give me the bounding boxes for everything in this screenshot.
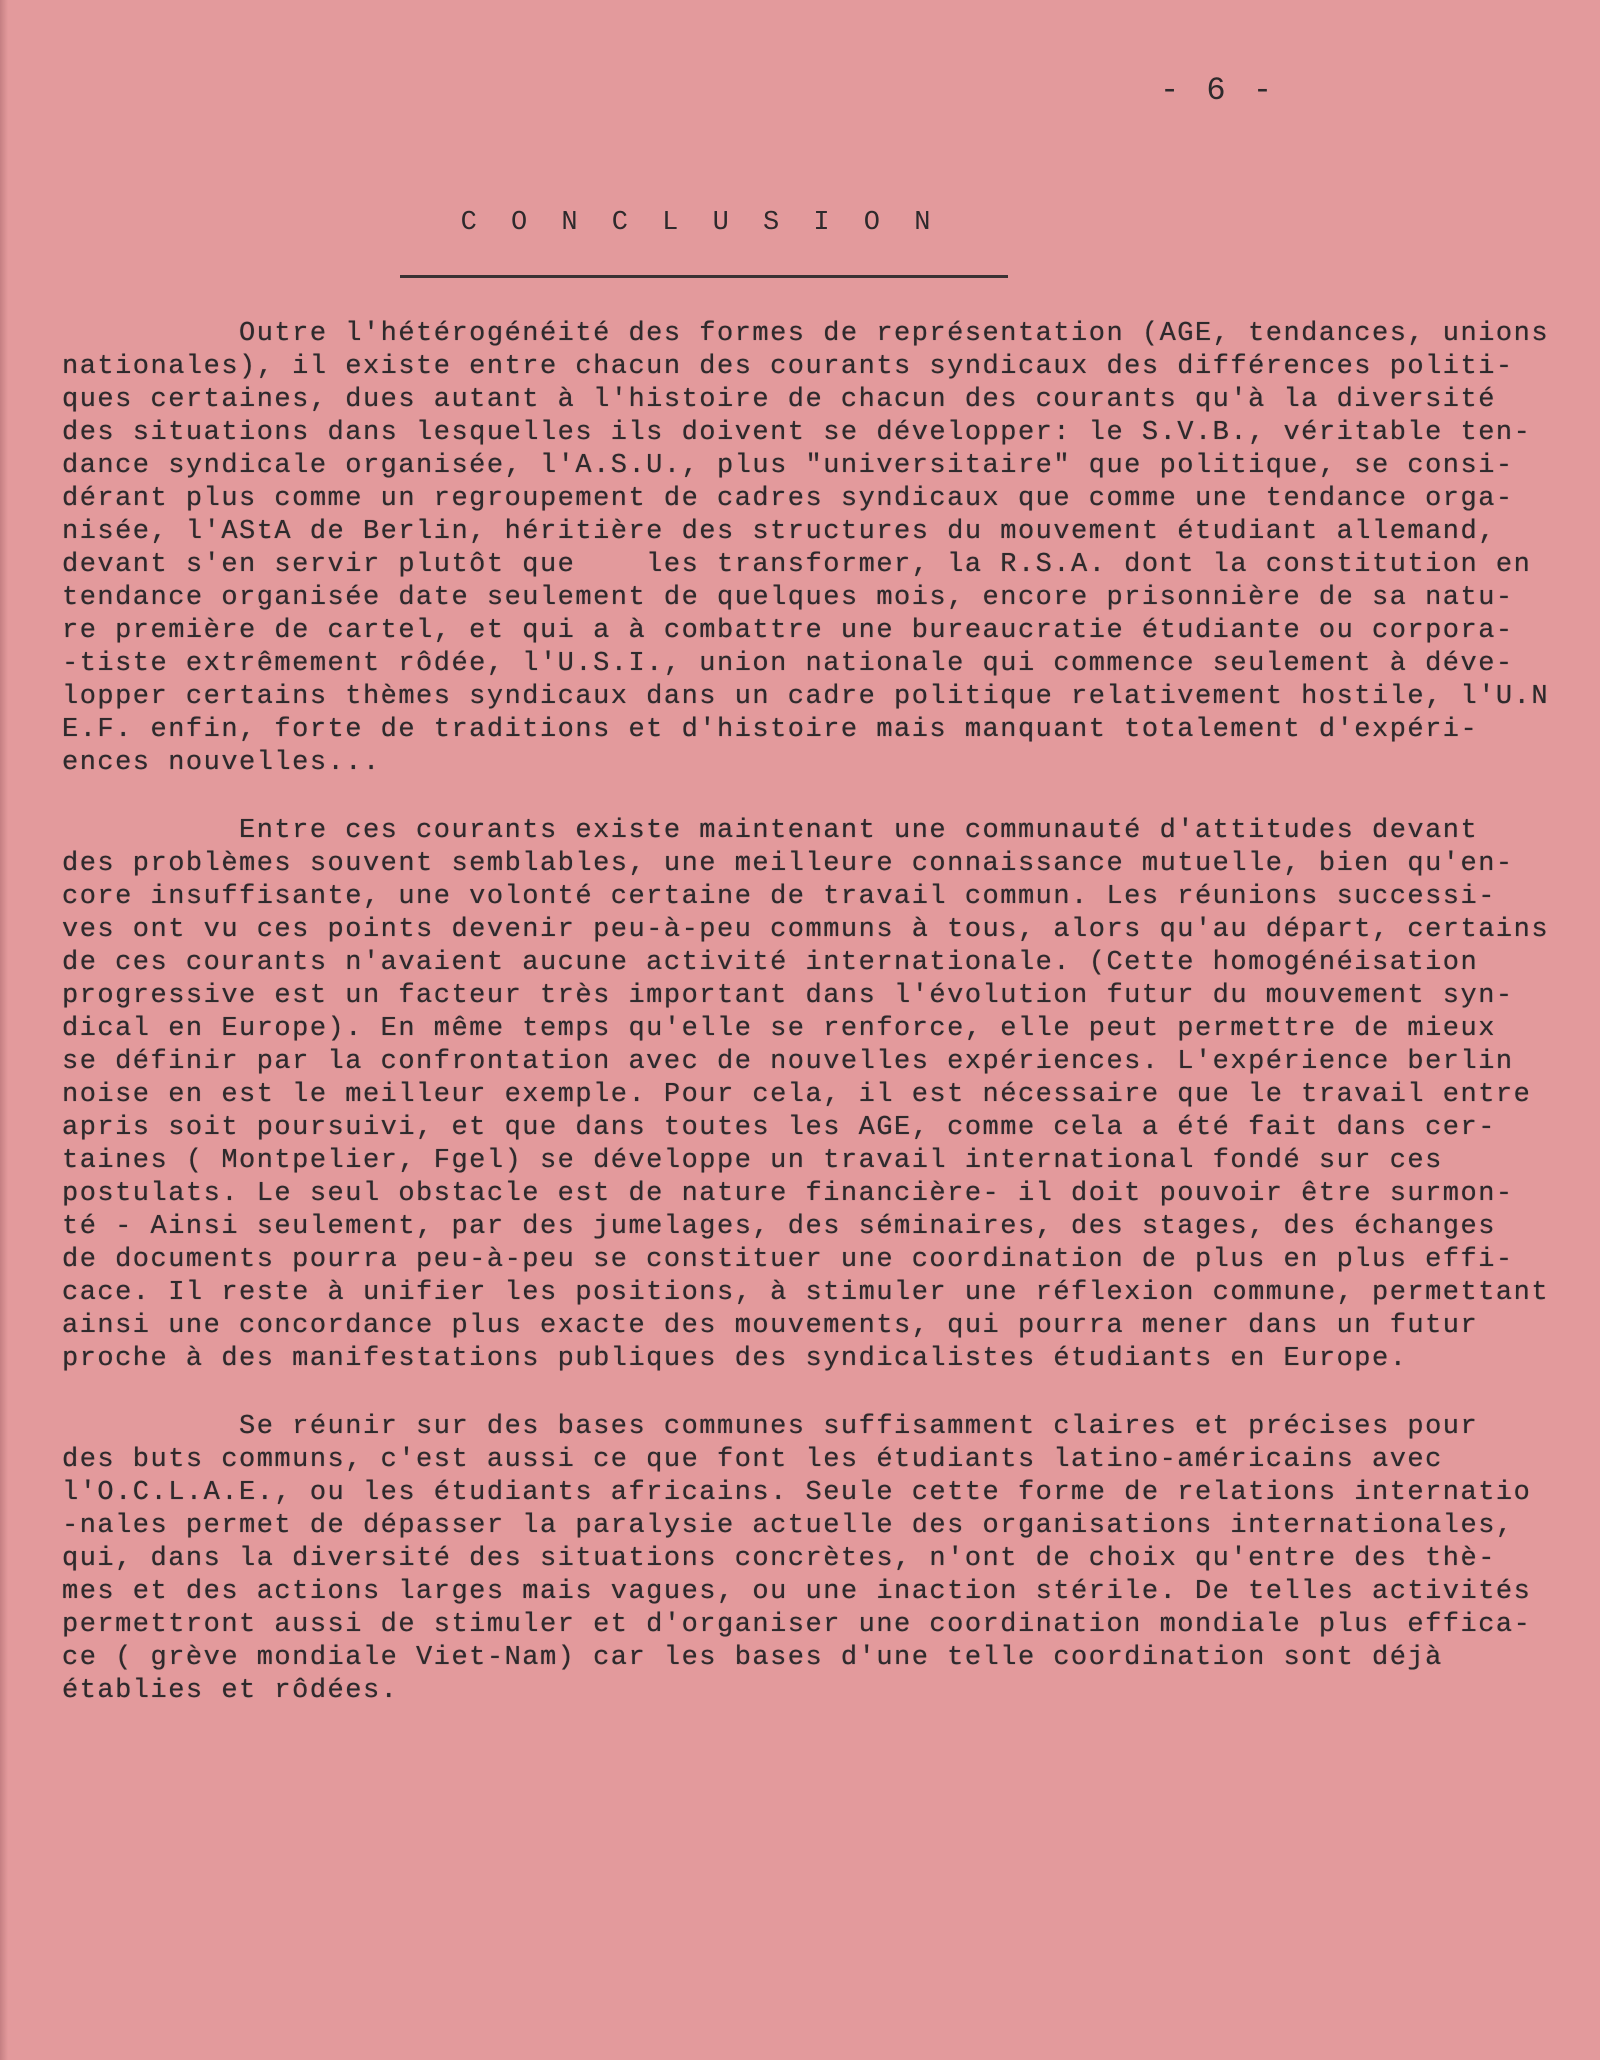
text-line: Entre ces courants existe maintenant une communauté d'attitudes devant <box>62 816 1479 846</box>
paragraph-2 <box>62 815 1582 1376</box>
text-line: tendance organisée date seulement de quelques mois, encore prisonnière de sa natu- <box>62 583 1514 613</box>
text-line: nisée, l'AStA de Berlin, héritière des structures du mouvement étudiant allemand, <box>62 517 1496 547</box>
text-line: -tiste extrêmement rôdée, l'U.S.I., union nationale qui commence seulement à déve- <box>62 649 1514 679</box>
text-line: se définir par la confrontation avec de nouvelles expériences. L'expérience berlin <box>62 1047 1514 1077</box>
text-line: l'O.C.L.A.E., ou les étudiants africains. Seule cette forme de relations internatio <box>62 1478 1532 1508</box>
text-line: des buts communs, c'est aussi ce que font les étudiants latino-américains avec <box>62 1445 1443 1475</box>
text-line: core insuffisante, une volonté certaine de travail commun. Les réunions successi- <box>62 882 1496 912</box>
text-line: qui, dans la diversité des situations concrètes, n'ont de choix qu'entre des thè- <box>62 1544 1496 1574</box>
text-line: -nales permet de dépasser la paralysie actuelle des organisations internationales, <box>62 1511 1514 1541</box>
text-line: ves ont vu ces points devenir peu-à-peu communs à tous, alors qu'au départ, certains <box>62 915 1550 945</box>
paragraph-3 <box>62 1411 1582 1708</box>
text-line: ce ( grève mondiale Viet-Nam) car les bases d'une telle coordination sont déjà <box>62 1643 1443 1673</box>
text-line: ques certaines, dues autant à l'histoire de chacun des courants qu'à la diversité <box>62 385 1496 415</box>
page-number: - 6 - <box>1160 72 1277 109</box>
text-line: de ces courants n'avaient aucune activité internationale. (Cette homogénéisation <box>62 948 1479 978</box>
text-line: permettront aussi de stimuler et d'organiser une coordination mondiale plus effica- <box>62 1610 1532 1640</box>
text-line: dical en Europe). En même temps qu'elle se renforce, elle peut permettre de mieux <box>62 1014 1496 1044</box>
text-line: ences nouvelles... <box>62 748 381 778</box>
text-line: des problèmes souvent semblables, une meilleure connaissance mutuelle, bien qu'en- <box>62 849 1514 879</box>
text-line: progressive est un facteur très important dans l'évolution futur du mouvement syn- <box>62 981 1514 1011</box>
title-underline <box>400 275 1008 278</box>
paragraph-1 <box>62 318 1582 780</box>
text-line: E.F. enfin, forte de traditions et d'histoire mais manquant totalement d'expéri- <box>62 715 1479 745</box>
text-line: devant s'en servir plutôt que les transformer, la R.S.A. dont la constitution en <box>62 550 1532 580</box>
text-line: proche à des manifestations publiques des syndicalistes étudiants en Europe. <box>62 1344 1408 1374</box>
text-line: dance syndicale organisée, l'A.S.U., plus "universitaire" que politique, se consi- <box>62 451 1514 481</box>
text-line: mes et des actions larges mais vagues, ou une inaction stérile. De telles activités <box>62 1577 1532 1607</box>
page-edge-shadow <box>0 0 8 2060</box>
text-line: dérant plus comme un regroupement de cadres syndicaux que comme une tendance orga- <box>62 484 1514 514</box>
text-line: lopper certains thèmes syndicaux dans un cadre politique relativement hostile, l'U.N <box>62 682 1550 712</box>
text-line: nationales), il existe entre chacun des courants syndicaux des différences politi- <box>62 352 1514 382</box>
text-line: re première de cartel, et qui a à combattre une bureaucratie étudiante ou corpora- <box>62 616 1514 646</box>
text-line: noise en est le meilleur exemple. Pour cela, il est nécessaire que le travail entre <box>62 1080 1532 1110</box>
text-line: té - Ainsi seulement, par des jumelages, des séminaires, des stages, des échanges <box>62 1212 1496 1242</box>
text-line: ainsi une concordance plus exacte des mouvements, qui pourra mener dans un futur <box>62 1311 1479 1341</box>
text-line: des situations dans lesquelles ils doivent se développer: le S.V.B., véritable ten- <box>62 418 1532 448</box>
text-line: de documents pourra peu-à-peu se constituer une coordination de plus en plus effi- <box>62 1245 1514 1275</box>
document-body <box>62 318 1582 1743</box>
page-title: C O N C L U S I O N <box>460 208 940 238</box>
text-line: taines ( Montpelier, Fgel) se développe un travail international fondé sur ces <box>62 1146 1443 1176</box>
text-line: apris soit poursuivi, et que dans toutes les AGE, comme cela a été fait dans cer- <box>62 1113 1496 1143</box>
text-line: postulats. Le seul obstacle est de nature financière- il doit pouvoir être surmon- <box>62 1179 1514 1209</box>
text-line: Outre l'hétérogénéité des formes de représentation (AGE, tendances, unions <box>62 319 1550 349</box>
text-line: Se réunir sur des bases communes suffisamment claires et précises pour <box>62 1412 1479 1442</box>
text-line: cace. Il reste à unifier les positions, à stimuler une réflexion commune, permettant <box>62 1278 1550 1308</box>
text-line: établies et rôdées. <box>62 1676 399 1706</box>
